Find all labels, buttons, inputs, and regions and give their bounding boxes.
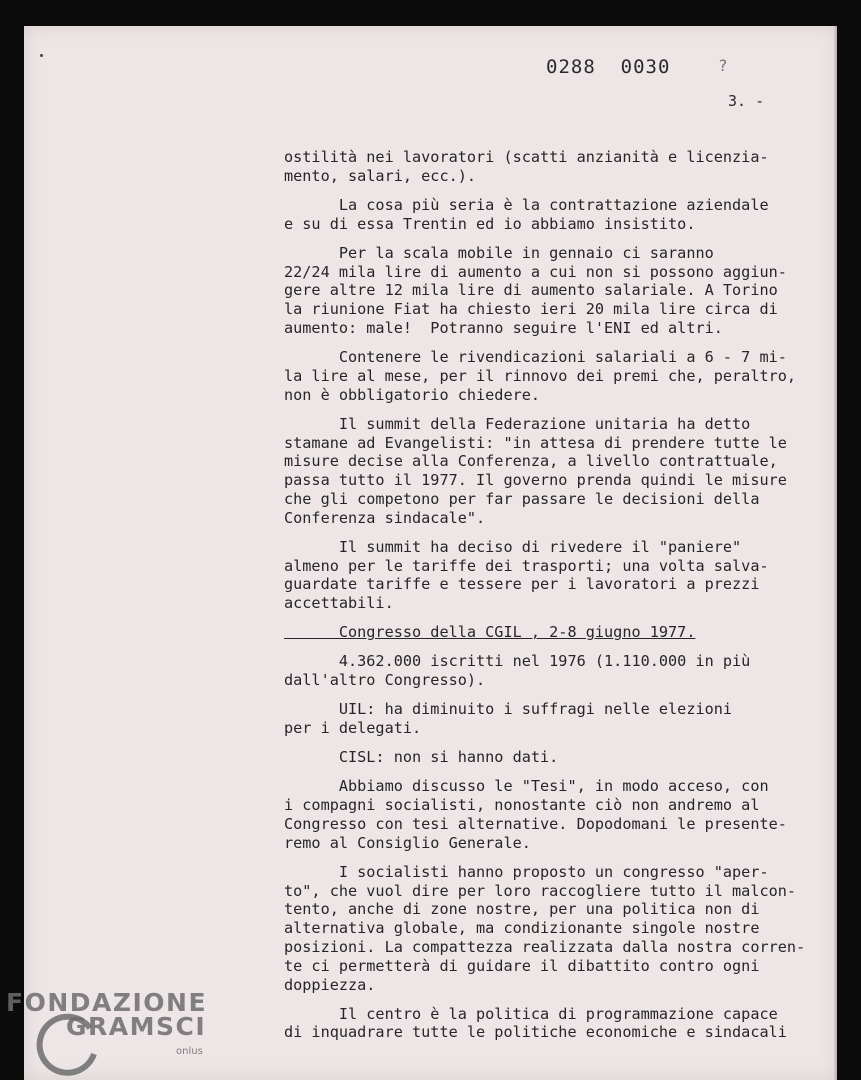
text-line: almeno per le tariffe dei trasporti; una volta salva- [284, 556, 769, 575]
paragraph [284, 244, 844, 338]
text-line: che gli competono per far passare le decisioni della [284, 489, 760, 508]
text-line: dall'altro Congresso). [284, 671, 486, 690]
text-line: Il centro è la politica di programmazione capace [284, 1004, 778, 1023]
text-line: Conferenza sindacale". [284, 508, 486, 527]
paragraph [284, 196, 844, 234]
text-line: mento, salari, ecc.). [284, 166, 477, 185]
text-line: Contenere le rivendicazioni salariali a 6 - 7 mi- [284, 348, 787, 367]
text-line: guardate tariffe e tessere per i lavoratori a prezzi [284, 575, 760, 594]
paragraph [284, 1005, 844, 1043]
page-number: 3. - [728, 92, 765, 110]
text-line: tento, anche di zone nostre, per una politica non di [284, 900, 760, 919]
paragraph [284, 777, 844, 852]
text-line: posizioni. La compattezza realizzata dalla nostra corren- [284, 937, 806, 956]
text-line: stamane ad Evangelisti: "in attesa di prendere tutte le [284, 433, 787, 452]
text-line: to", che vuol dire per loro raccogliere tutto il malcon- [284, 881, 797, 900]
text-line: 22/24 mila lire di aumento a cui non si possono aggiun- [284, 262, 787, 281]
logo-line-1: FONDAZIONE [6, 988, 208, 1017]
logo-line-2: GRAMSCI [66, 1012, 207, 1041]
text-line: Il summit della Federazione unitaria ha detto [284, 414, 751, 433]
paragraph [284, 348, 844, 404]
paragraph [284, 863, 844, 995]
text-line: e su di essa Trentin ed io abbiamo insistito. [284, 214, 696, 233]
paragraph [284, 538, 844, 613]
text-line: Per la scala mobile in gennaio ci saranno [284, 243, 714, 262]
text-line: accettabili. [284, 594, 394, 613]
text-line: per i delegati. [284, 719, 422, 738]
text-line: remo al Consiglio Generale. [284, 833, 531, 852]
text-line: UIL: ha diminuito i suffragi nelle elezioni [284, 700, 733, 719]
fondazione-gramsci-logo [6, 988, 236, 1078]
paper-mark [40, 54, 43, 57]
text-line: Il summit ha deciso di rivedere il "paniere" [284, 537, 742, 556]
paragraph [284, 415, 844, 528]
text-line: Abbiamo discusso le "Tesi", in modo acceso, con [284, 777, 769, 796]
text-line: gere altre 12 mila lire di aumento salariale. A Torino [284, 281, 778, 300]
text-line: Congresso della CGIL , 2-8 giugno 1977. [284, 623, 696, 642]
text-line: di inquadrare tutte le politiche economiche e sindacali [284, 1023, 787, 1042]
text-line: la riunione Fiat ha chiesto ieri 20 mila lire circa di [284, 300, 778, 319]
text-line: i compagni socialisti, nonostante ciò non andremo al [284, 796, 760, 815]
text-line: misure decise alla Conferenza, a livello contrattuale, [284, 452, 778, 471]
text-line: La cosa più seria è la contrattazione aziendale [284, 195, 769, 214]
archive-code: 0288 0030 [546, 56, 671, 78]
text-line: te ci permetterà di guidare il dibattito contro ogni [284, 956, 760, 975]
text-line: I socialisti hanno proposto un congresso "aper- [284, 862, 769, 881]
text-line: Congresso con tesi alternative. Dopodomani le presente- [284, 814, 787, 833]
text-line: la lire al mese, per il rinnovo dei premi che, peraltro, [284, 366, 797, 385]
paragraph [284, 700, 844, 738]
text-line: ostilità nei lavoratori (scatti anzianità e licenzia- [284, 148, 769, 166]
text-line: passa tutto il 1977. Il governo prenda quindi le misure [284, 471, 787, 490]
text-line: 4.362.000 iscritti nel 1976 (1.110.000 in più [284, 652, 751, 671]
paragraph [284, 748, 844, 767]
text-line: doppiezza. [284, 975, 376, 994]
paragraph [284, 623, 844, 642]
paragraph [284, 148, 844, 186]
paragraph [284, 652, 844, 690]
handwritten-mark: ? [718, 56, 728, 75]
text-line: aumento: male! Potranno seguire l'ENI ed altri. [284, 318, 723, 337]
text-line: alternativa globale, ma condizionante singole nostre [284, 919, 760, 938]
text-line: non è obbligatorio chiedere. [284, 385, 541, 404]
logo-line-3: onlus [176, 1046, 203, 1057]
text-line: CISL: non si hanno dati. [284, 748, 559, 767]
body-text [284, 148, 844, 1053]
